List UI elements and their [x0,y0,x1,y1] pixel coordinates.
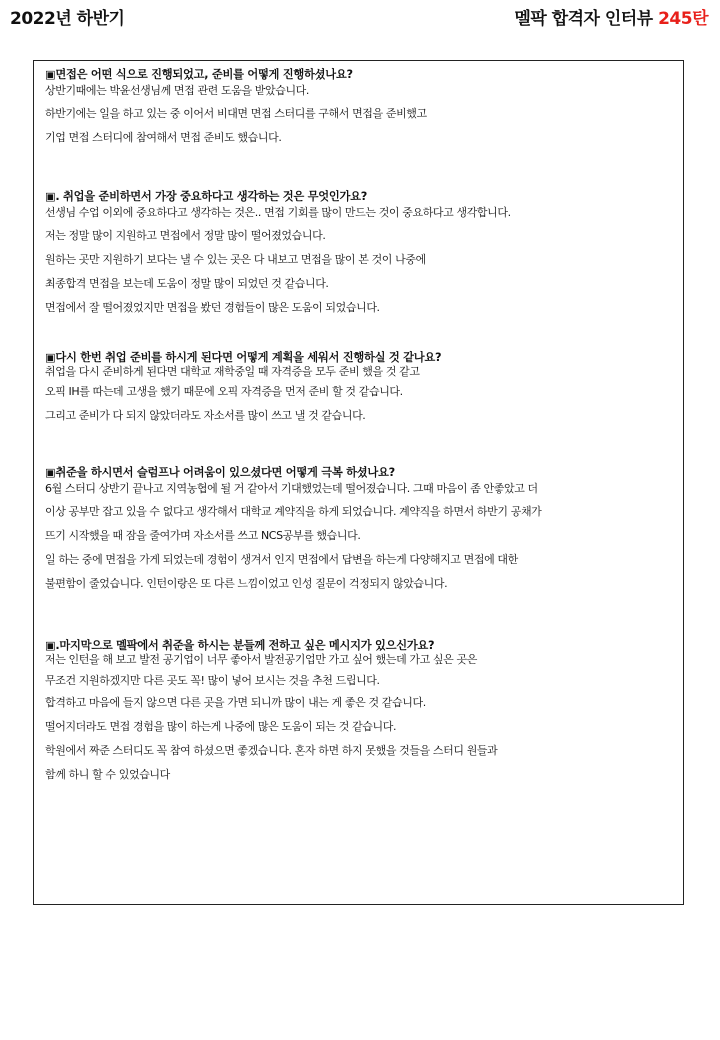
issue-number: 245탄 [658,9,708,29]
answer-line: 합격하고 마음에 들지 않으면 다른 곳을 가면 되니까 많이 내는 게 좋은 것 같습니다. [45,696,426,709]
series-name: 멜팍 합격자 인터뷰 [514,9,653,29]
answer-line: 원하는 곳만 지원하기 보다는 낼 수 있는 곳은 다 내보고 면접을 많이 본 것이 나중에 [45,253,426,266]
answer-line: 학원에서 짜준 스터디도 꼭 참여 하셨으면 좋겠습니다. 혼자 하면 하지 못했을 것들을 스터디 원들과 [45,744,498,757]
answer-line: 오픽 IH를 따는데 고생을 했기 때문에 오픽 자격증을 먼저 준비 할 것 같습니다. [45,385,403,398]
answer-line: 6월 스터디 상반기 끝나고 지역농협에 될 거 같아서 기대했었는데 떨어졌습니다. 그때 마음이 좀 안좋았고 더 [45,482,538,495]
qa-section-4 [45,466,677,596]
interview-series-title [514,4,708,29]
answer-line: 떨어지더라도 면접 경험을 많이 하는게 나중에 많은 도움이 되는 것 같습니다. [45,720,397,733]
question: ▣면접은 어떤 식으로 진행되었고, 준비를 어떻게 진행하셨나요? [45,68,353,81]
answer-line: 하반기에는 일을 하고 있는 중 이어서 비대면 면접 스터디를 구해서 면접을 준비했고 [45,107,427,120]
answer-line: 이상 공부만 잡고 있을 수 없다고 생각해서 대학교 계약직을 하게 되었습니다. 계약직을 하면서 하반기 공채가 [45,505,542,518]
answer-line: 불편함이 줄었습니다. 인턴이랑은 또 다른 느낌이었고 인성 질문이 걱정되지 않았습니다. [45,577,448,590]
answer-line: 저는 인턴을 해 보고 발전 공기업이 너무 좋아서 발전공기업만 가고 싶어 했는데 가고 싶은 곳은 [45,653,477,666]
interview-content [45,68,677,787]
year-title: 2022년 하반기 [10,9,125,29]
answer-line: 일 하는 중에 면접을 가게 되었는데 경험이 생겨서 인지 면접에서 답변을 하는게 다양해지고 면접에 대한 [45,553,518,566]
answer-line: 함께 하니 할 수 있었습니다 [45,768,170,781]
question: ▣다시 한번 취업 준비를 하시게 된다면 어떻게 계획을 세워서 진행하실 것 같나요? [45,351,442,364]
answer-line: 취업을 다시 준비하게 된다면 대학교 재학중일 때 자격증을 모두 준비 했을 것 같고 [45,365,420,378]
answer-line: 기업 면접 스터디에 참여해서 면접 준비도 했습니다. [45,131,282,144]
answer-line: 저는 정말 많이 지원하고 면접에서 정말 많이 떨어졌었습니다. [45,229,326,242]
answer-line: 상반기때에는 박윤선생님께 면접 관련 도움을 받았습니다. [45,84,310,97]
qa-section-5 [45,639,677,787]
question: ▣취준을 하시면서 슬럼프나 어려움이 있으셨다면 어떻게 극복 하셨나요? [45,466,395,479]
answer-line: 뜨기 시작했을 때 잠을 줄여가며 자소서를 쓰고 NCS공부를 했습니다. [45,529,361,542]
answer-line: 선생님 수업 이외에 중요하다고 생각하는 것은.. 면접 기회를 많이 만드는 것이 중요하다고 생각합니다. [45,206,511,219]
answer-line: 최종합격 면접을 보는데 도움이 정말 많이 되었던 것 같습니다. [45,277,329,290]
answer-line: 무조건 지원하겠지만 다른 곳도 꼭! 많이 넣어 보시는 것을 추천 드립니다. [45,674,380,687]
qa-section-1 [45,68,677,150]
question: ▣.마지막으로 멜팍에서 취준을 하시는 분들께 전하고 싶은 메시지가 있으신가요? [45,639,435,652]
qa-section-2 [45,190,677,320]
qa-section-3 [45,351,677,428]
question: ▣. 취업을 준비하면서 가장 중요하다고 생각하는 것은 무엇인가요? [45,190,367,203]
answer-line: 면접에서 잘 떨어졌었지만 면접을 봤던 경험들이 많은 도움이 되었습니다. [45,301,380,314]
answer-line: 그리고 준비가 다 되지 않았더라도 자소서를 많이 쓰고 낼 것 같습니다. [45,409,366,422]
